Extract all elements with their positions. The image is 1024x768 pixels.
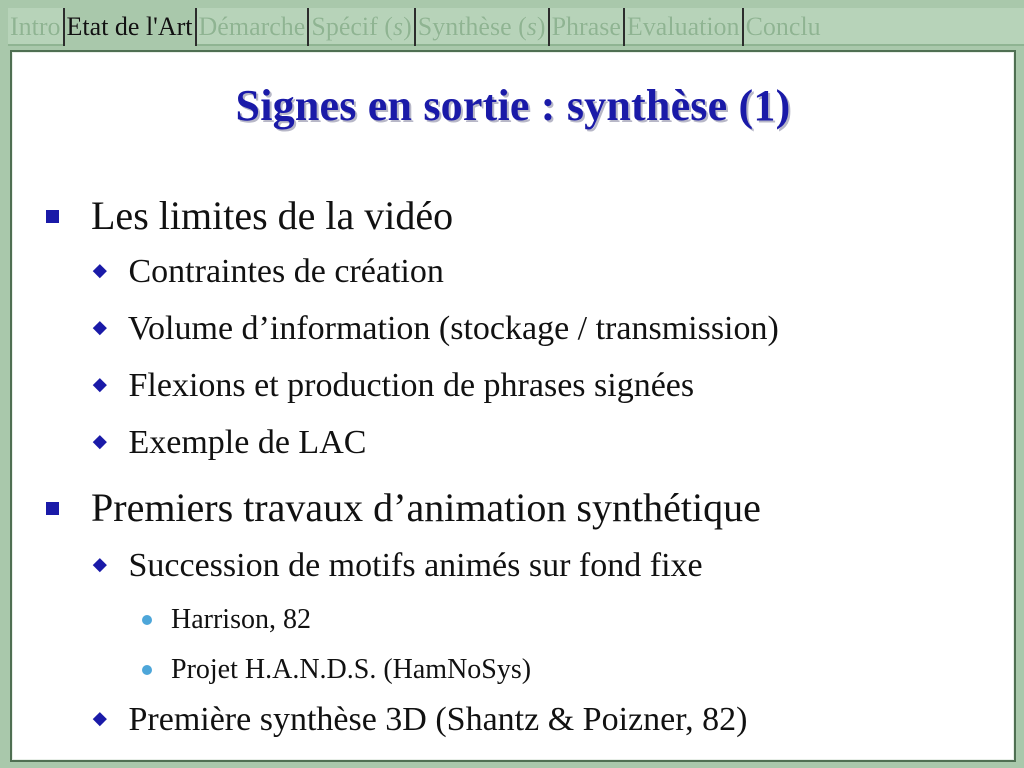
list-item-text: Première synthèse 3D (Shantz & Poizner, 82): [128, 701, 748, 738]
tab-conclu[interactable]: [742, 8, 823, 46]
tab-phrase[interactable]: [548, 8, 623, 46]
list-item-text: Harrison, 82: [171, 604, 311, 635]
list-item: [92, 701, 748, 739]
slide-content-area: [10, 50, 1016, 762]
diamond-bullet-icon: [93, 558, 107, 572]
list-item: [46, 484, 761, 531]
list-item: [142, 654, 531, 686]
diamond-bullet-icon: [93, 321, 107, 335]
square-bullet-icon: [46, 502, 59, 515]
diamond-bullet-icon: [93, 712, 107, 726]
tab-label-italic: s: [526, 12, 537, 41]
tab-label: Conclu: [745, 12, 821, 41]
bullet-list: [40, 192, 980, 762]
list-item: [142, 604, 311, 636]
tab-label-prefix: Synthèse (: [417, 12, 527, 41]
tab-label-italic: s: [392, 12, 404, 41]
tab-label: Etat de l'Art: [66, 12, 193, 41]
list-item-text: Premiers travaux d’animation synthétique: [91, 485, 761, 530]
tab-specif[interactable]: [307, 8, 413, 46]
square-bullet-icon: [46, 210, 59, 223]
tab-label: Phrase: [551, 12, 621, 41]
list-item-text: Flexions et production de phrases signées: [128, 367, 695, 404]
section-tab-bar: [8, 8, 1024, 46]
tab-label-suffix: ): [403, 12, 412, 41]
diamond-bullet-icon: [93, 435, 107, 449]
list-item-text: Succession de motifs animés sur fond fixe: [128, 547, 703, 584]
tab-etat-de-l-art[interactable]: [63, 8, 195, 46]
tab-label: Démarche: [198, 12, 306, 41]
list-item-text: Exemple de LAC: [128, 424, 367, 461]
diamond-bullet-icon: [93, 378, 107, 392]
list-item-text: Les limites de la vidéo: [91, 193, 454, 238]
list-item: [92, 547, 703, 585]
tab-intro[interactable]: [8, 8, 63, 46]
tab-demarche[interactable]: [195, 8, 308, 46]
dot-bullet-icon: [142, 665, 152, 675]
tab-label: Evaluation: [626, 12, 740, 41]
dot-bullet-icon: [142, 615, 152, 625]
tab-label-suffix: ): [536, 12, 546, 41]
list-item-text: Projet H.A.N.D.S. (HamNoSys): [171, 654, 532, 685]
list-item: [92, 253, 444, 291]
tab-synthese[interactable]: [414, 8, 548, 46]
list-item: [92, 424, 366, 462]
diamond-bullet-icon: [93, 264, 107, 278]
list-item: [46, 192, 453, 239]
tab-label: Intro: [10, 12, 61, 41]
tab-evaluation[interactable]: [623, 8, 742, 46]
slide-title: Signes en sortie : synthèse (1): [235, 81, 791, 130]
list-item-text: Volume d’information (stockage / transmission): [127, 310, 779, 347]
tab-label-prefix: Spécif (: [311, 12, 393, 41]
list-item: [92, 310, 779, 348]
list-item: [92, 367, 694, 405]
list-item-text: Contraintes de création: [128, 253, 444, 290]
